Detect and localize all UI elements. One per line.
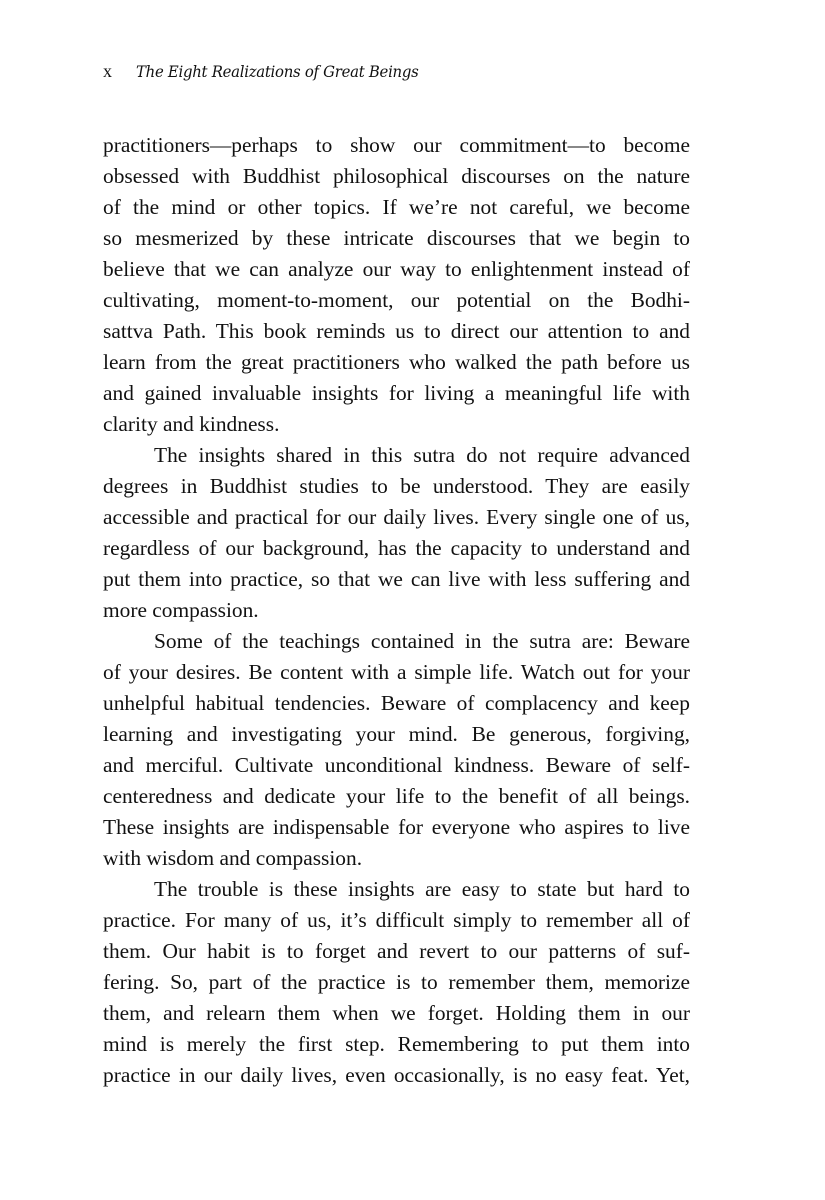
page-number: x [103,61,112,81]
text-line: regardless of our background, has the capacity to understand and [103,536,690,560]
text-line: more compassion. [103,598,259,622]
text-line: clarity and kindness. [103,412,280,436]
paragraph [103,130,690,440]
text-line: sattva Path. This book reminds us to direct our attention to and [103,319,690,343]
text-line: with wisdom and compassion. [103,846,363,870]
text-line: degrees in Buddhist studies to be understood. They are easily [103,474,690,498]
text-line: These insights are indispensable for everyone who aspires to live [103,815,690,839]
text-line: and gained invaluable insights for living a meaningful life with [103,381,690,405]
text-line: so mesmerized by these intricate discourses that we begin to [103,226,690,250]
body-text [103,130,690,1091]
paragraph [103,440,690,626]
running-head [103,59,440,84]
text-line: put them into practice, so that we can live with less suffering and [103,567,690,591]
text-line: and merciful. Cultivate unconditional kindness. Beware of self- [103,753,690,777]
text-line: practice. For many of us, it’s difficult simply to remember all of [103,908,690,932]
text-line: them, and relearn them when we forget. Holding them in our [103,1001,690,1025]
text-line: cultivating, moment-to-moment, our potential on the Bodhi- [103,288,690,312]
text-line: The insights shared in this sutra do not require advanced [154,443,690,467]
text-line: mind is merely the first step. Remembering to put them into [103,1032,690,1056]
text-line: fering. So, part of the practice is to remember them, memorize [103,970,690,994]
text-line: centeredness and dedicate your life to the benefit of all beings. [103,784,690,808]
text-line: of your desires. Be content with a simple life. Watch out for your [103,660,690,684]
paragraph [103,626,690,874]
text-line: The trouble is these insights are easy to state but hard to [154,877,690,901]
text-line: learning and investigating your mind. Be generous, forgiving, [103,722,690,746]
paragraph [103,874,690,1091]
text-line: believe that we can analyze our way to enlightenment instead of [103,257,690,281]
text-line: accessible and practical for our daily lives. Every single one of us, [103,505,690,529]
text-line: of the mind or other topics. If we’re not careful, we become [103,195,690,219]
text-line: practice in our daily lives, even occasionally, is no easy feat. Yet, [103,1063,690,1087]
text-line: practitioners—perhaps to show our commitment—to become [103,133,690,157]
text-line: Some of the teachings contained in the sutra are: Beware [154,629,690,653]
text-line: learn from the great practitioners who walked the path before us [103,350,690,374]
book-title: The Eight Realizations of Great Beings [136,62,419,81]
text-line: obsessed with Buddhist philosophical discourses on the nature [103,164,690,188]
text-line: them. Our habit is to forget and revert to our patterns of suf- [103,939,690,963]
text-line: unhelpful habitual tendencies. Beware of complacency and keep [103,691,690,715]
